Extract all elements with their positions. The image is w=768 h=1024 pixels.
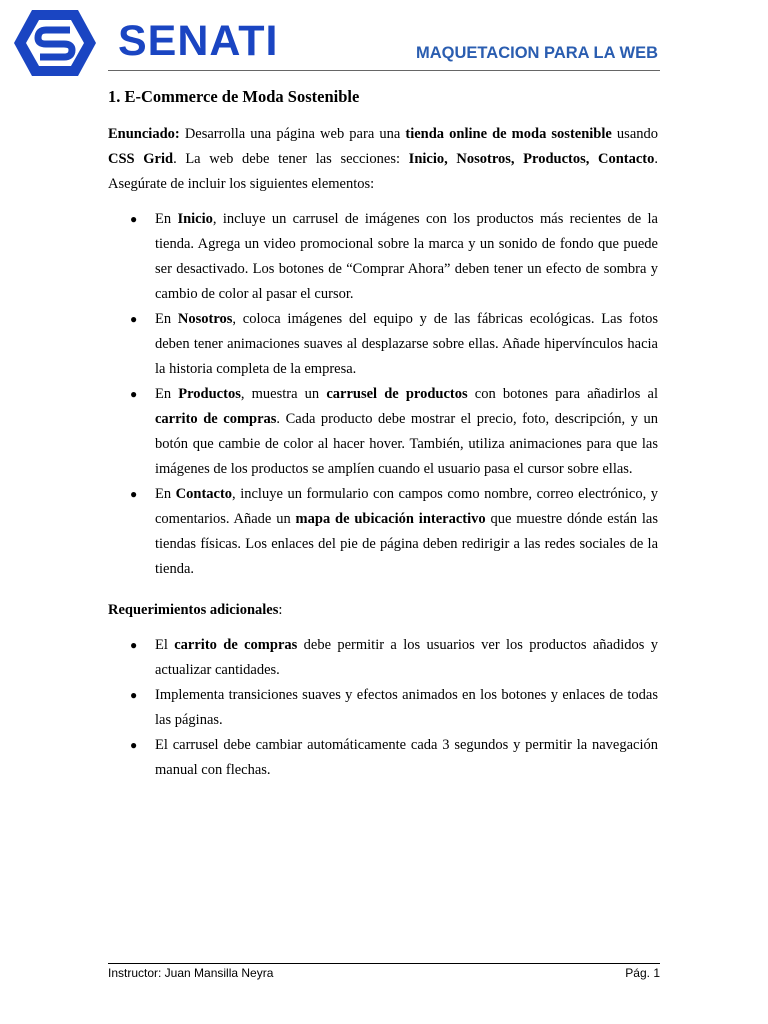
text-run: . La web debe tener las secciones: bbox=[173, 151, 409, 167]
list-item-nosotros bbox=[108, 307, 658, 382]
text-run: con botones para añadirlos al bbox=[467, 386, 659, 402]
text-run: En bbox=[155, 486, 176, 502]
instructor-label: Instructor: Juan Mansilla Neyra bbox=[108, 966, 274, 980]
text-run: . Asegúrate de incluir los siguientes elementos: bbox=[108, 151, 658, 192]
requirements-list bbox=[108, 633, 658, 783]
brand-name: SENATI bbox=[118, 17, 279, 65]
text-run: En bbox=[155, 211, 178, 227]
bold-text: mapa de ubicación interactivo bbox=[295, 511, 486, 527]
text-run: Implementa transiciones suaves y efectos animados en los botones y enlaces de todas las páginas. bbox=[155, 687, 658, 728]
bold-text: Productos bbox=[178, 386, 241, 402]
list-item-productos bbox=[108, 382, 658, 482]
bold-text: carrusel de productos bbox=[326, 386, 468, 402]
bullet-icon: ● bbox=[130, 638, 138, 652]
statement-paragraph bbox=[108, 122, 658, 197]
bold-text: carrito de compras bbox=[174, 637, 298, 653]
text-run: Desarrolla una página web para una bbox=[179, 126, 406, 142]
bold-text: Enunciado: bbox=[108, 126, 180, 142]
text-run: El carrusel debe cambiar automáticamente cada 3 segundos y permitir la navegación manual con flechas. bbox=[155, 737, 658, 778]
text-run: El bbox=[155, 637, 175, 653]
requirements-heading: Requerimientos adicionales: bbox=[108, 602, 283, 618]
bullet-icon: ● bbox=[130, 738, 138, 752]
bold-text: Contacto bbox=[175, 486, 233, 502]
document-body bbox=[108, 86, 658, 783]
list-item-inicio bbox=[108, 207, 658, 307]
page-number: Pág. 1 bbox=[625, 966, 660, 980]
page-header bbox=[0, 0, 768, 80]
document-title: MAQUETACION PARA LA WEB bbox=[416, 44, 658, 62]
requirement-item bbox=[108, 683, 658, 733]
bold-text: Inicio, Nosotros, Productos, Contacto bbox=[408, 151, 655, 167]
bullet-icon: ● bbox=[130, 212, 138, 226]
text-run: En bbox=[155, 311, 178, 327]
bold-text: tienda online de moda sostenible bbox=[405, 126, 612, 142]
bold-text: Nosotros bbox=[177, 311, 233, 327]
text-run: usando bbox=[611, 126, 659, 142]
section-title: 1. E-Commerce de Moda Sostenible bbox=[108, 87, 360, 106]
bullet-icon: ● bbox=[130, 688, 138, 702]
text-run: En bbox=[155, 386, 179, 402]
list-item-contacto bbox=[108, 482, 658, 582]
requirement-item bbox=[108, 633, 658, 683]
text-run: , muestra un bbox=[240, 386, 327, 402]
bold-text: carrito de compras bbox=[155, 411, 277, 427]
senati-logo-icon bbox=[12, 8, 98, 78]
bullet-icon: ● bbox=[130, 487, 138, 501]
text-run: . Cada producto debe mostrar el precio, foto, descripción, y un botón que cambie de color al hacer hover. También, utiliza animaciones para que las imágenes de los productos se amplíen cuando el usuario pasa el cursor sobre ellas. bbox=[155, 411, 659, 477]
bold-text: Inicio bbox=[177, 211, 213, 227]
text-run: , coloca imágenes del equipo y de las fábricas ecológicas. Las fotos deben tener animaciones suaves al desplazarse sobre ellas. Añade hipervínculos hacia la historia completa de la empresa. bbox=[155, 311, 658, 377]
requirement-item bbox=[108, 733, 658, 783]
bold-text: CSS Grid bbox=[108, 151, 174, 167]
text-run: que muestre dónde están las tiendas físicas. Los enlaces del pie de página deben redirigir a las redes sociales de la tienda. bbox=[155, 511, 658, 577]
text-run: , incluye un carrusel de imágenes con los productos más recientes de la tienda. Agrega un video promocional sobre la marca y un sonido de fondo que puede ser desactivado. Los botones de “Comprar Ahora” deben tener un efecto de sombra y cambio de color al pasar el cursor. bbox=[155, 211, 658, 302]
bullet-icon: ● bbox=[130, 387, 138, 401]
sections-list bbox=[108, 207, 658, 582]
header-divider bbox=[108, 70, 660, 71]
footer-divider bbox=[108, 963, 660, 964]
bullet-icon: ● bbox=[130, 312, 138, 326]
text-run: debe permitir a los usuarios ver los productos añadidos y actualizar cantidades. bbox=[155, 637, 658, 678]
text-run: , incluye un formulario con campos como nombre, correo electrónico, y comentarios. Añade un bbox=[155, 486, 658, 527]
